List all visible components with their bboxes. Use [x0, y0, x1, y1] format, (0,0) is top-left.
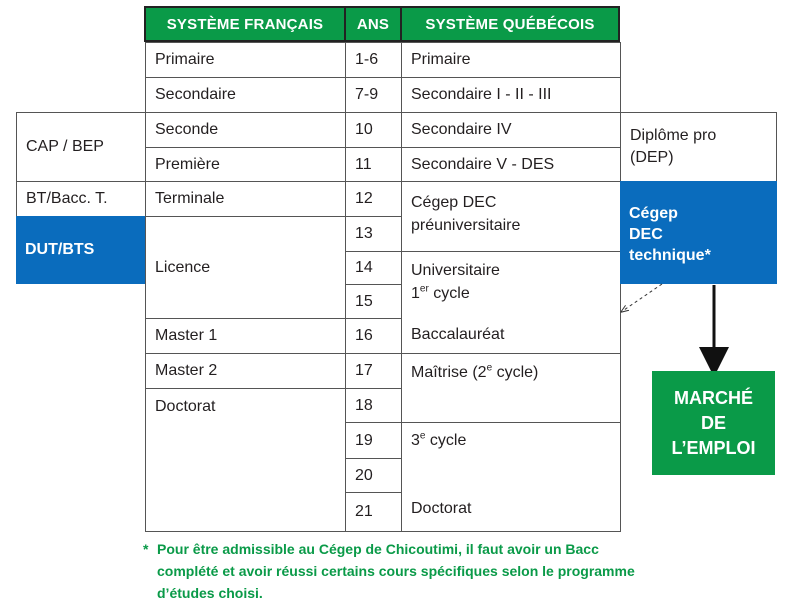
quebec-doctorat: Doctorat: [411, 500, 472, 517]
year-label: 17: [355, 362, 373, 379]
quebec-secondaire-label: Secondaire I - II - III: [411, 86, 552, 103]
year-label: 12: [355, 190, 373, 207]
quebec-cegep-line1: Cégep DEC: [411, 194, 497, 211]
quebec-secondaire-v-label: Secondaire V - DES: [411, 155, 555, 173]
quebec-maitrise-a: Maîtrise (2: [411, 364, 487, 381]
french-terminale-label: Terminale: [155, 190, 225, 207]
french-seconde-label: Seconde: [155, 121, 219, 138]
year-label: 13: [355, 225, 373, 242]
cegep-technique-line2: DEC: [629, 226, 663, 243]
quebec-univ-rest: cycle: [428, 285, 470, 302]
year-cell: [345, 251, 402, 285]
dut-bts-label: DUT/BTS: [25, 241, 95, 258]
french-master1: [145, 318, 346, 354]
dep-line1: Diplôme pro: [630, 127, 717, 144]
year-label: 14: [355, 259, 373, 276]
year-label: 15: [355, 292, 373, 310]
year-cell: [345, 284, 402, 319]
header-years: ANS: [344, 6, 402, 42]
french-licence-label: Licence: [155, 258, 211, 276]
year-cell: [345, 77, 402, 113]
french-secondaire-label: Secondaire: [155, 86, 236, 103]
french-terminale: [145, 181, 346, 217]
quebec-primaire-label: Primaire: [411, 51, 471, 68]
dep-text: [630, 125, 716, 169]
quebec-cycle3-rest: cycle: [425, 432, 467, 449]
year-label: 18: [355, 396, 373, 414]
french-doctorat-label: Doctorat: [155, 398, 216, 415]
quebec-baccalaureat: Baccalauréat: [411, 326, 505, 343]
quebec-secondaire-iv-label: Secondaire IV: [411, 121, 512, 138]
quebec-cycle3: [411, 431, 466, 451]
year-label: 7-9: [355, 86, 379, 103]
year-cell: [345, 216, 402, 252]
bt-bacc-label: BT/Bacc. T.: [26, 190, 108, 207]
french-primaire-label: Primaire: [155, 51, 215, 68]
year-label: 11: [355, 155, 372, 173]
year-cell: [345, 147, 402, 182]
year-cell: [345, 181, 402, 217]
cap-bep-cell: [16, 112, 146, 182]
quebec-secondaire-v: [401, 147, 621, 182]
dep-line2: (DEP): [630, 149, 674, 166]
cegep-technique-line1: Cégep: [629, 205, 678, 222]
cap-bep-label: CAP / BEP: [26, 138, 104, 155]
french-master2-label: Master 2: [155, 362, 218, 379]
year-cell: [345, 492, 402, 532]
job-market-line1: MARCHÉ: [673, 387, 753, 408]
quebec-secondaire-iv: [401, 112, 621, 148]
year-cell: [345, 112, 402, 148]
quebec-maitrise-sup: e: [486, 362, 493, 374]
cegep-technique-line3: technique*: [629, 247, 711, 264]
french-premiere-label: Première: [155, 155, 220, 173]
french-licence: [145, 216, 346, 319]
year-cell: [345, 422, 402, 459]
year-label: 21: [355, 503, 373, 520]
year-cell: [345, 388, 402, 423]
quebec-cegep-line2: préuniversitaire: [411, 217, 521, 234]
year-label: 20: [355, 466, 373, 484]
quebec-maitrise-text: [411, 363, 538, 383]
french-premiere: [145, 147, 346, 182]
cegep-technique-text: [629, 203, 711, 266]
job-market-line2: DE: [700, 412, 726, 433]
dep-cell: [620, 112, 777, 182]
french-doctorat: [145, 388, 346, 532]
year-label: 19: [355, 431, 373, 449]
year-cell: [345, 318, 402, 354]
quebec-univ-num: 1: [411, 285, 420, 302]
header-french-system: SYSTÈME FRANÇAIS: [144, 6, 346, 42]
quebec-secondaire: [401, 77, 621, 113]
quebec-cegep-preu: [401, 181, 621, 252]
quebec-cycle3-sup: e: [419, 430, 426, 442]
job-market-box: [652, 371, 775, 475]
cegep-technique-cell: [620, 181, 777, 284]
french-master1-label: Master 1: [155, 327, 218, 344]
quebec-univ-line1: Universitaire: [411, 262, 500, 279]
quebec-cycle3-num: 3: [411, 432, 420, 449]
quebec-univ-text: [411, 259, 500, 305]
year-label: 1-6: [355, 51, 379, 68]
french-seconde: [145, 112, 346, 148]
french-secondaire: [145, 77, 346, 113]
quebec-univ-sup: er: [419, 283, 429, 295]
quebec-primaire: [401, 42, 621, 78]
bt-bacc-cell: [16, 181, 146, 217]
footnote-text: Pour être admissible au Cégep de Chicoutimi, il faut avoir un Bacc complété et avoir réussi certains cours spécifiques selon le programme d’études choisi.: [157, 541, 635, 601]
quebec-maitrise: [401, 353, 621, 423]
header-quebec-system: SYSTÈME QUÉBÉCOIS: [400, 6, 620, 42]
french-primaire: [145, 42, 346, 78]
french-master2: [145, 353, 346, 389]
job-market-text: [671, 386, 755, 461]
job-market-line3: L’EMPLOI: [671, 437, 756, 458]
year-label: 10: [355, 121, 373, 138]
dashed-arrow-to-university: [624, 284, 662, 310]
year-cell: [345, 42, 402, 78]
quebec-doctorat-block: [401, 422, 621, 532]
year-cell: [345, 458, 402, 493]
footnote-star: *: [143, 541, 149, 557]
dut-bts-cell: [16, 216, 146, 284]
quebec-univ-line2: [411, 282, 500, 305]
year-label: 16: [355, 327, 373, 344]
quebec-cegep-preu-text: [411, 191, 520, 237]
year-cell: [345, 353, 402, 389]
quebec-universitaire: [401, 251, 621, 354]
quebec-maitrise-b: cycle): [492, 364, 539, 381]
